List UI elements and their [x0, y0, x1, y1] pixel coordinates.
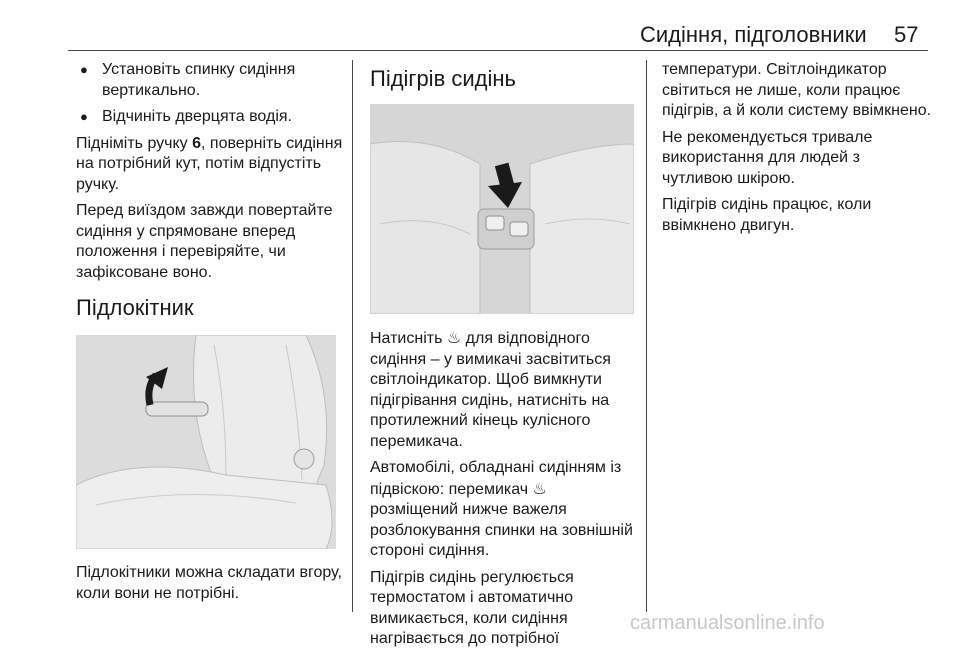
page-number: 57 [894, 22, 919, 47]
paragraph-suspension-seat [370, 458, 635, 562]
paragraph-press-switch [370, 328, 635, 452]
text: для відповідного сидіння – у вимикачі засвітиться світлоіндикатор. Щоб вимкнути підігрівання сидінь, натисніть на протилежний кінець кулісного перемикача. [370, 330, 611, 450]
seat-heater-icon: ♨ [532, 478, 547, 498]
text: Натисніть [370, 330, 447, 347]
armrest-caption: Підлокітники можна складати вгору, коли вони не потрібні. [76, 564, 342, 602]
column-3 [662, 60, 932, 242]
armrest-illustration [76, 335, 336, 549]
paragraph-warning: Перед виїздом завжди повертайте сидіння у спрямоване вперед положення і перевіряйте, чи зафіксоване воно. [76, 202, 333, 281]
header-title: Сидіння, підголовники [640, 22, 867, 47]
text: , поверніть сидіння на потрібний кут, потім відпустіть ручку. [76, 134, 343, 193]
paragraph-sensitive-skin: Не рекомендується тривале використання для людей з чутливою шкірою. [662, 128, 873, 187]
seat-heating-illustration [370, 104, 634, 314]
bullet-item: ● Відчиніть дверцята водія. [76, 107, 344, 128]
text: Автомобілі, обладнані сидінням із підвіскою: перемикач [370, 459, 622, 498]
column-2 [370, 60, 635, 656]
column-1 [76, 60, 344, 610]
bullet-list [76, 60, 344, 128]
column-rule-2 [646, 60, 647, 612]
paragraph-handle [76, 134, 344, 196]
header-rule [68, 50, 928, 51]
section-heading-armrest: Підлокітник [76, 295, 194, 320]
bullet-item: ● Установіть спинку сидіння вертикально. [76, 60, 344, 101]
watermark: carmanualsonline.info [630, 612, 825, 634]
paragraph-indicator: температури. Світлоіндикатор світиться не лише, коли працює підігрів, а й коли систему ввімкнено. [662, 61, 932, 119]
reference-number: 6 [192, 134, 202, 152]
text: Підніміть ручку [76, 134, 193, 152]
paragraph-engine-on: Підігрів сидінь працює, коли ввімкнено двигун. [662, 196, 872, 234]
seat-heater-icon: ♨ [446, 328, 462, 347]
section-heading-seat-heating: Підігрів сидінь [370, 66, 516, 91]
paragraph-thermostat: Підігрів сидінь регулюється термостатом і автоматично вимикається, коли сидіння нагрівається до потрібної [370, 568, 574, 647]
column-rule-1 [352, 60, 353, 612]
text: розміщений нижче важеля розблокування спинки на зовнішній стороні сидіння. [370, 501, 633, 559]
